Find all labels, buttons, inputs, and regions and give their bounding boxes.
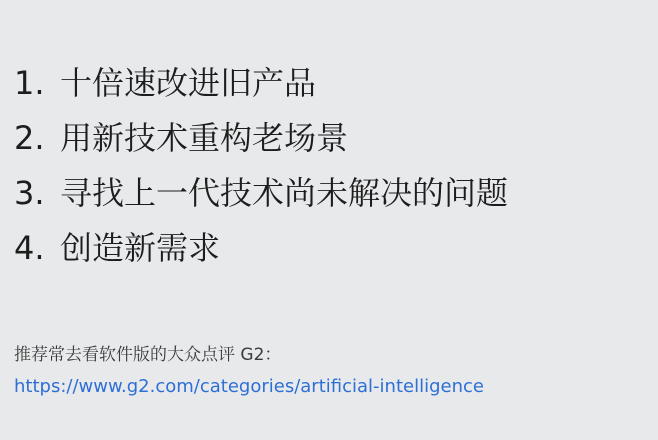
list-item — [14, 221, 508, 276]
list-item-number: 2. — [14, 119, 45, 157]
list-item — [14, 56, 508, 111]
list-item — [14, 111, 508, 166]
list-item-number: 3. — [14, 174, 45, 212]
list-item-number: 1. — [14, 64, 45, 102]
list-item-number: 4. — [14, 229, 45, 267]
g2-categories-link[interactable]: https://www.g2.com/categories/artificial-intelligence — [14, 376, 484, 397]
numbered-list — [14, 56, 508, 276]
list-item-text: 寻找上一代技术尚未解决的问题 — [60, 174, 509, 212]
list-item-text: 创造新需求 — [60, 229, 221, 267]
list-item-text: 用新技术重构老场景 — [60, 119, 349, 157]
list-item — [14, 166, 508, 221]
list-item-text: 十倍速改进旧产品 — [60, 64, 317, 102]
recommendation-text: 推荐常去看软件版的大众点评 G2： — [14, 345, 282, 365]
recommendation-note — [14, 340, 484, 404]
